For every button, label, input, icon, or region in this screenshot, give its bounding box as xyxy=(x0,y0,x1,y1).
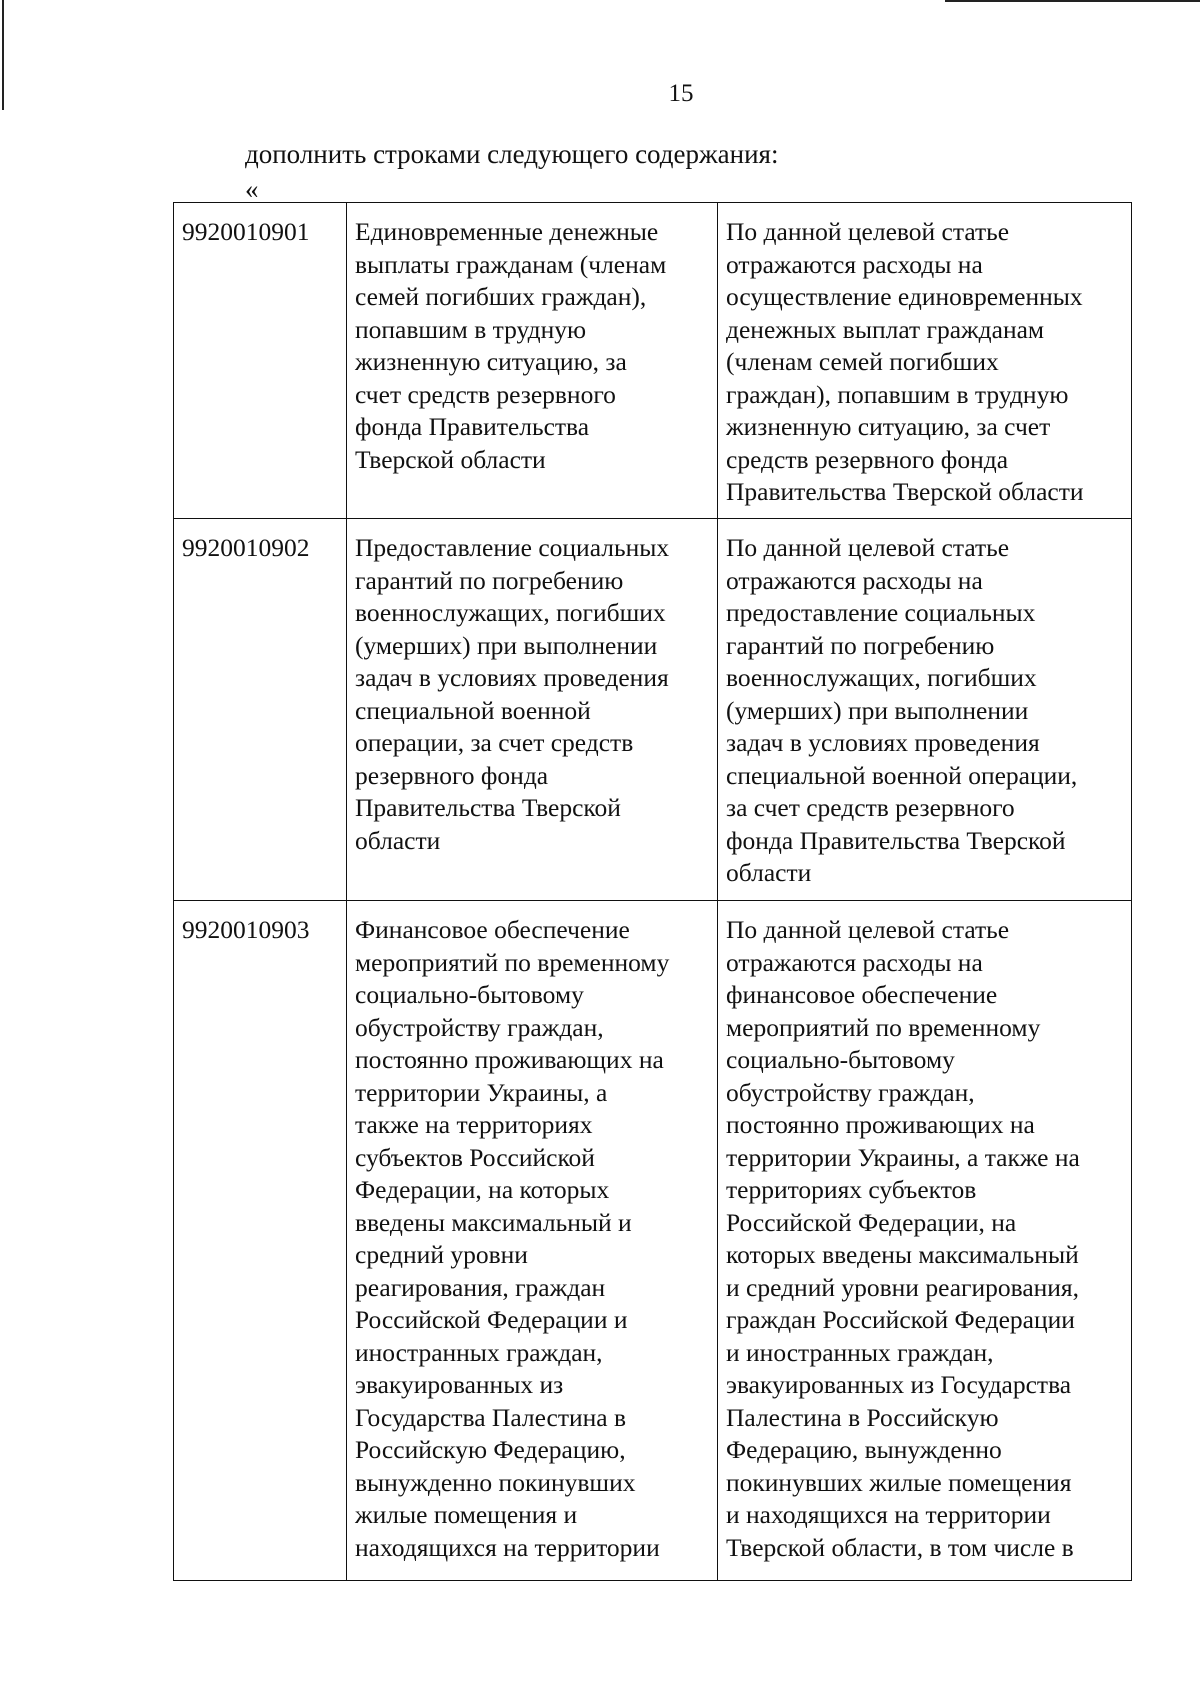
name-cell xyxy=(347,519,718,901)
code-cell xyxy=(174,519,347,901)
description-cell xyxy=(718,901,1132,1581)
name-text: Единовременные денежные выплаты гражданам (членам семей погибших граждан), попавшим в трудную жизненную ситуацию, за счет средств резервного фонда Правительства Тверской области xyxy=(355,217,667,474)
table-row xyxy=(174,203,1132,519)
name-cell xyxy=(347,901,718,1581)
opening-quote: « xyxy=(245,174,259,204)
code-text: 9920010901 xyxy=(182,217,310,246)
name-text: Финансовое обеспечение мероприятий по временному социально-бытовому обустройству граждан, постоянно проживающих на территории Украины, а также на территориях субъектов Российской Федерации, на которых введены максимальный и средний уровни реагирования, граждан Российской Федерации и иностранных граждан, эвакуированных из Государства Палестина в Российскую Федерацию, вынужденно покинувших жилые помещения и находящихся на территории xyxy=(355,915,670,1562)
page-number: 15 xyxy=(668,80,694,107)
code-text: 9920010902 xyxy=(182,533,310,562)
description-text: По данной целевой статье отражаются расходы на финансовое обеспечение мероприятий по временному социально-бытовому обустройству граждан, постоянно проживающих на территории Украины, а также на территориях субъектов Российской Федерации, на которых введены максимальный и средний уровни реагирования, граждан Российской Федерации и иностранных граждан, эвакуированных из Государства Палестина в Российскую Федерацию, вынужденно покинувших жилые помещения и находящихся на территории Тверской области, в том числе в xyxy=(726,915,1080,1562)
target-articles-table xyxy=(173,202,1132,1581)
table-row xyxy=(174,519,1132,901)
code-cell xyxy=(174,901,347,1581)
table-row xyxy=(174,901,1132,1581)
description-text: По данной целевой статье отражаются расходы на осуществление единовременных денежных выплат гражданам (членам семей погибших граждан), попавшим в трудную жизненную ситуацию, за счет средств резервного фонда Правительства Тверской области xyxy=(726,217,1084,506)
code-text: 9920010903 xyxy=(182,915,310,944)
description-cell xyxy=(718,203,1132,519)
description-text: По данной целевой статье отражаются расходы на предоставление социальных гарантий по погребению военнослужащих, погибших (умерших) при выполнении задач в условиях проведения специальной военной операции, за счет средств резервного фонда Правительства Тверской области xyxy=(726,533,1078,887)
code-cell xyxy=(174,203,347,519)
name-cell xyxy=(347,203,718,519)
scan-edge-mark-top xyxy=(945,0,1200,2)
name-text: Предоставление социальных гарантий по погребению военнослужащих, погибших (умерших) при выполнении задач в условиях проведения специальной военной операции, за счет средств резервного фонда Правительства Тверской области xyxy=(355,533,670,855)
intro-text: дополнить строками следующего содержания: xyxy=(245,139,779,169)
description-cell xyxy=(718,519,1132,901)
